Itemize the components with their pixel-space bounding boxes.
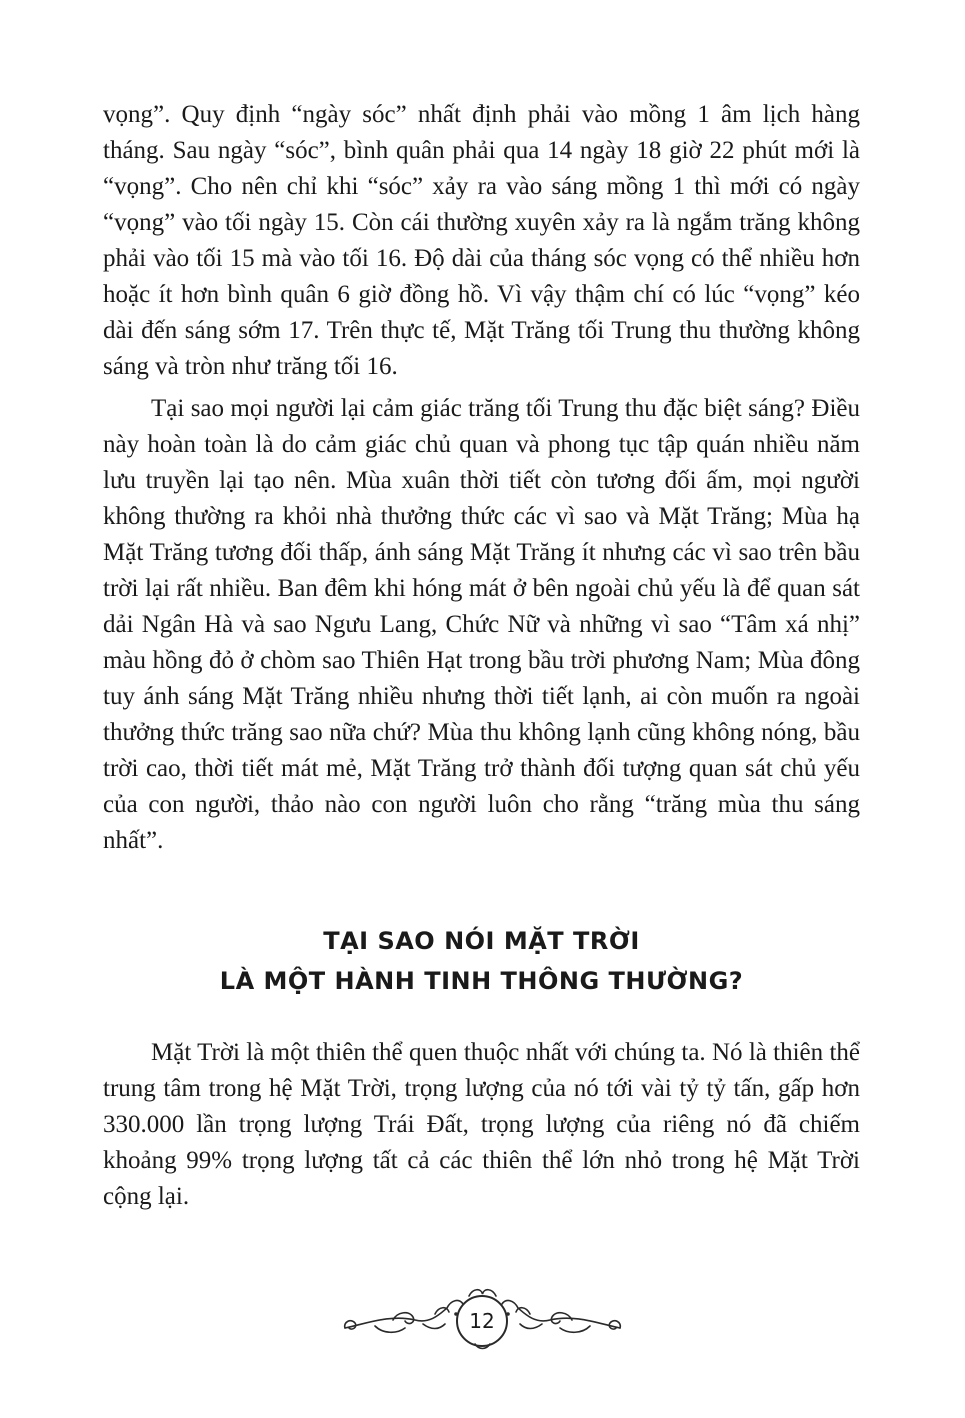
paragraph-mid-autumn-moon: Tại sao mọi người lại cảm giác trăng tối Trung thu đặc biệt sáng? Điều này hoàn toàn là do cảm giác chủ quan và phong tục tập quán nhiều năm lưu truyền lại tạo nên. Mùa xuân thời tiết còn tương đối ấm, mọi người không thường ra khỏi nhà thưởng thức các vì sao và Mặt Trăng; Mùa hạ Mặt Trăng tương đối thấp, ánh sáng Mặt Trăng ít nhưng các vì sao trên bầu trời lại rất nhiều. Ban đêm khi hóng mát ở bên ngoài chủ yếu là để quan sát dải Ngân Hà và sao Ngưu Lang, Chức Nữ và những vì sao “Tâm xá nhị” màu hồng đỏ ở chòm sao Thiên Hạt trong bầu trời phương Nam; Mùa đông tuy ánh sáng Mặt Trăng nhiều nhưng thời tiết lạnh, ai còn muốn ra ngoài thưởng thức trăng sao nữa chứ? Mùa thu không lạnh cũng không nóng, bầu trời cao, thời tiết mát mẻ, Mặt Trăng trở thành đối tượng quan sát chủ yếu của con người, thảo nào con người luôn cho rằng “trăng mùa thu sáng nhất”. xyxy=(103,395,860,854)
paragraph-sun-intro: Mặt Trời là một thiên thể quen thuộc nhất với chúng ta. Nó là thiên thể trung tâm trong hệ Mặt Trời, trọng lượng của nó tới vài tỷ tỷ tấn, gấp hơn 330.000 lần trọng lượng Trái Đất, trọng lượng của riêng nó đã chiếm khoảng 99% trọng lượng tất cả các thiên thể lớn nhỏ trong hệ Mặt Trời cộng lại. xyxy=(103,1039,860,1210)
section-heading-line-2: LÀ MỘT HÀNH TINH THÔNG THƯỜNG? xyxy=(219,967,744,995)
page-number: 12 xyxy=(469,1309,495,1333)
section-heading-line-1: TẠI SAO NÓI MẶT TRỜI xyxy=(323,927,640,955)
section-heading xyxy=(103,921,860,1001)
page-footer xyxy=(335,1284,630,1354)
paragraph-continuation: vọng”. Quy định “ngày sóc” nhất định phải vào mồng 1 âm lịch hàng tháng. Sau ngày “sóc”, bình quân phải qua 14 ngày 18 giờ 22 phút mới là “vọng”. Cho nên chỉ khi “sóc” xảy ra vào sáng mồng 1 thì mới có ngày “vọng” vào tối ngày 15. Còn cái thường xuyên xảy ra là ngắm trăng không phải vào tối 15 mà vào tối 16. Độ dài của tháng sóc vọng có thể nhiều hơn hoặc ít hơn bình quân 6 giờ đồng hồ. Vì vậy thậm chí có lúc “vọng” kéo dài đến sáng sớm 17. Trên thực tế, Mặt Trăng tối Trung thu thường không sáng và tròn như trăng tối 16. xyxy=(103,101,860,380)
page-content xyxy=(103,97,860,1215)
